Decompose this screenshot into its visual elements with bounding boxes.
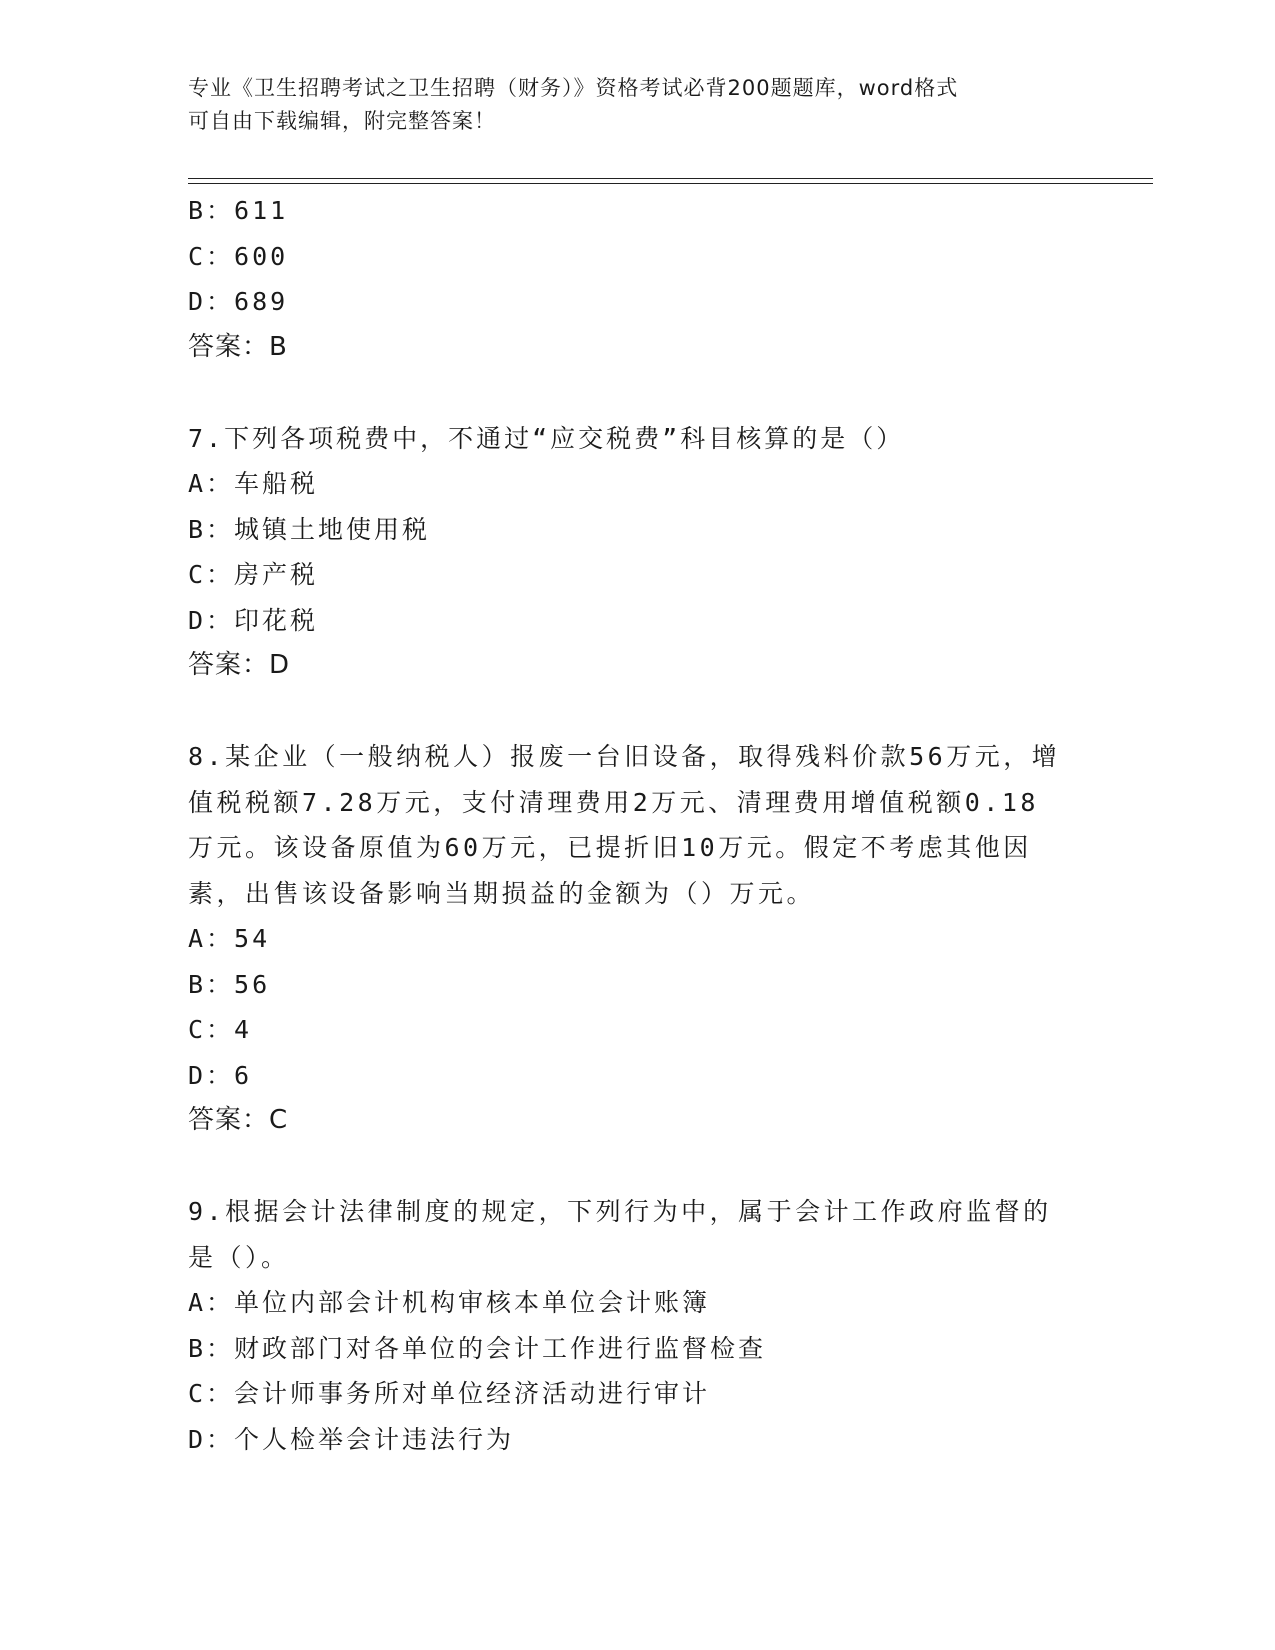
question-text-line: 8.某企业（一般纳税人）报废一台旧设备，取得残料价款56万元，增: [188, 742, 1061, 771]
question-list: [188, 188, 1088, 1462]
option-c: C：600: [188, 241, 289, 271]
option-d: D：689: [188, 287, 289, 316]
answer-line: 答案：D: [188, 650, 291, 680]
option-c: C：4: [188, 1015, 253, 1044]
question-text: [188, 734, 1088, 916]
spacer: [188, 370, 1088, 416]
answer-line: 答案：B: [188, 331, 288, 362]
option-c: C：会计师事务所对单位经济活动进行审计: [188, 1379, 711, 1408]
question-7: [188, 416, 1088, 689]
option-a: A：单位内部会计机构审核本单位会计账簿: [188, 1288, 711, 1317]
spacer: [188, 1144, 1088, 1190]
option-d: D：6: [188, 1060, 253, 1090]
option-b: B：城镇土地使用税: [188, 514, 431, 544]
question-text: [188, 1189, 1088, 1280]
option-a: A：车船税: [188, 469, 319, 498]
header-title-line-2: 可自由下载编辑，附完整答案！: [188, 109, 496, 133]
question-text-line: 9.根据会计法律制度的规定，下列行为中，属于会计工作政府监督的: [188, 1197, 1052, 1226]
header-divider-bottom: [188, 183, 1153, 184]
question-6: [188, 188, 1088, 370]
option-b: B：611: [188, 196, 289, 225]
spacer: [188, 689, 1088, 735]
option-b: B：56: [188, 969, 271, 999]
question-9: [188, 1189, 1088, 1462]
question-text: 7.下列各项税费中，不通过“应交税费”科目核算的是（）: [188, 423, 905, 453]
option-b: B：财政部门对各单位的会计工作进行监督检查: [188, 1333, 767, 1363]
question-text-line: 素，出售该设备影响当期损益的金额为（）万元。: [188, 878, 816, 908]
option-a: A：54: [188, 924, 271, 953]
option-d: D：个人检举会计违法行为: [188, 1424, 515, 1454]
question-text-line: 万元。该设备原值为60万元，已提折旧10万元。假定不考虑其他因: [188, 833, 1032, 862]
option-d: D：印花税: [188, 605, 319, 635]
header-divider-top: [188, 178, 1153, 179]
question-text-line: 值税税额7.28万元，支付清理费用2万元、清理费用增值税额0.18: [188, 787, 1039, 817]
header-title-line-1: 专业《卫生招聘考试之卫生招聘（财务）》资格考试必背200题题库，word格式: [188, 76, 959, 100]
question-text-line: 是（）。: [188, 1242, 290, 1272]
option-c: C：房产税: [188, 560, 319, 589]
document-header: [188, 72, 1068, 138]
answer-line: 答案：C: [188, 1105, 289, 1135]
question-8: [188, 734, 1088, 1144]
